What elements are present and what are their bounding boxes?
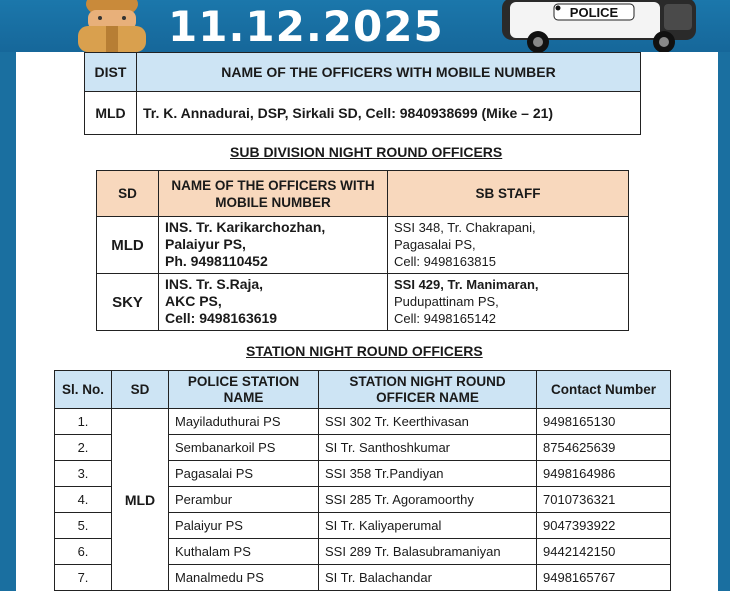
station-cell: Palaiyur PS (169, 513, 319, 539)
officer-cell: SI Tr. Santhoshkumar (319, 435, 537, 461)
sd-cell: MLD (112, 409, 169, 591)
sb-line: Cell: 9498163815 (394, 254, 496, 269)
station-cell: Mayiladuthurai PS (169, 409, 319, 435)
officer-line: INS. Tr. S.Raja, (165, 276, 264, 292)
dist-cell: MLD (85, 92, 137, 135)
sl-no-cell: 7. (55, 565, 112, 591)
station-cell: Kuthalam PS (169, 539, 319, 565)
sl-no-cell: 6. (55, 539, 112, 565)
table-row (97, 217, 629, 274)
station-cell: Pagasalai PS (169, 461, 319, 487)
sl-no-cell: 5. (55, 513, 112, 539)
sl-no-cell: 4. (55, 487, 112, 513)
police-officer-icon (66, 0, 158, 52)
officer-line: Cell: 9498163619 (165, 310, 278, 326)
sl-no-header: Sl. No. (55, 371, 112, 409)
contact-cell: 9498164986 (537, 461, 671, 487)
sd-cell: SKY (97, 274, 159, 331)
officer-cell (159, 274, 388, 331)
officer-cell: SSI 302 Tr. Keerthivasan (319, 409, 537, 435)
report-date: 11.12.2025 (168, 2, 444, 51)
table-row (97, 274, 629, 331)
sl-no-cell: 1. (55, 409, 112, 435)
officer-cell: SI Tr. Balachandar (319, 565, 537, 591)
dist-header: DIST (85, 53, 137, 92)
officer-line: Palaiyur PS, (165, 236, 246, 252)
sb-line: Pagasalai PS, (394, 237, 476, 252)
sb-staff-cell (388, 274, 629, 331)
station-cell: Sembanarkoil PS (169, 435, 319, 461)
officer-name-header: STATION NIGHT ROUND OFFICER NAME (319, 371, 537, 409)
station-cell: Manalmedu PS (169, 565, 319, 591)
contact-cell: 9442142150 (537, 539, 671, 565)
sub-division-title: SUB DIVISION NIGHT ROUND OFFICERS (230, 144, 503, 160)
table-row (55, 409, 671, 435)
station-cell: Perambur (169, 487, 319, 513)
district-officer-table (84, 52, 641, 135)
officer-line: INS. Tr. Karikarchozhan, (165, 219, 326, 235)
contact-cell: 9498165767 (537, 565, 671, 591)
officer-cell: Tr. K. Annadurai, DSP, Sirkali SD, Cell: 9840938699 (Mike – 21) (137, 92, 641, 135)
police-station-header: POLICE STATION NAME (169, 371, 319, 409)
officer-cell: SSI 289 Tr. Balasubramaniyan (319, 539, 537, 565)
contact-cell: 9498165130 (537, 409, 671, 435)
contact-header: Contact Number (537, 371, 671, 409)
sd-cell: MLD (97, 217, 159, 274)
sb-staff-header: SB STAFF (388, 171, 629, 217)
sb-staff-cell (388, 217, 629, 274)
police-jeep-icon (496, 0, 702, 54)
officer-line: Ph. 9498110452 (165, 253, 268, 269)
sb-line: Cell: 9498165142 (394, 311, 496, 326)
officer-header: NAME OF THE OFFICERS WITH MOBILE NUMBER (159, 171, 388, 217)
contact-cell: 7010736321 (537, 487, 671, 513)
officer-cell: SSI 285 Tr. Agoramoorthy (319, 487, 537, 513)
contact-cell: 9047393922 (537, 513, 671, 539)
sb-line: SSI 348, Tr. Chakrapani, (394, 220, 536, 235)
officer-cell: SSI 358 Tr.Pandiyan (319, 461, 537, 487)
officer-cell (159, 217, 388, 274)
sl-no-cell: 3. (55, 461, 112, 487)
officer-header: NAME OF THE OFFICERS WITH MOBILE NUMBER (137, 53, 641, 92)
officer-cell: SI Tr. Kaliyaperumal (319, 513, 537, 539)
contact-cell: 8754625639 (537, 435, 671, 461)
sd-header: SD (112, 371, 169, 409)
sd-header: SD (97, 171, 159, 217)
sb-line: Pudupattinam PS, (394, 294, 499, 309)
station-officer-table (54, 370, 671, 591)
sb-line: SSI 429, Tr. Manimaran, (394, 277, 539, 292)
jeep-label: POLICE (569, 5, 619, 20)
officer-line: AKC PS, (165, 293, 222, 309)
sl-no-cell: 2. (55, 435, 112, 461)
sub-division-table (96, 170, 629, 331)
station-night-round-title: STATION NIGHT ROUND OFFICERS (246, 343, 483, 359)
